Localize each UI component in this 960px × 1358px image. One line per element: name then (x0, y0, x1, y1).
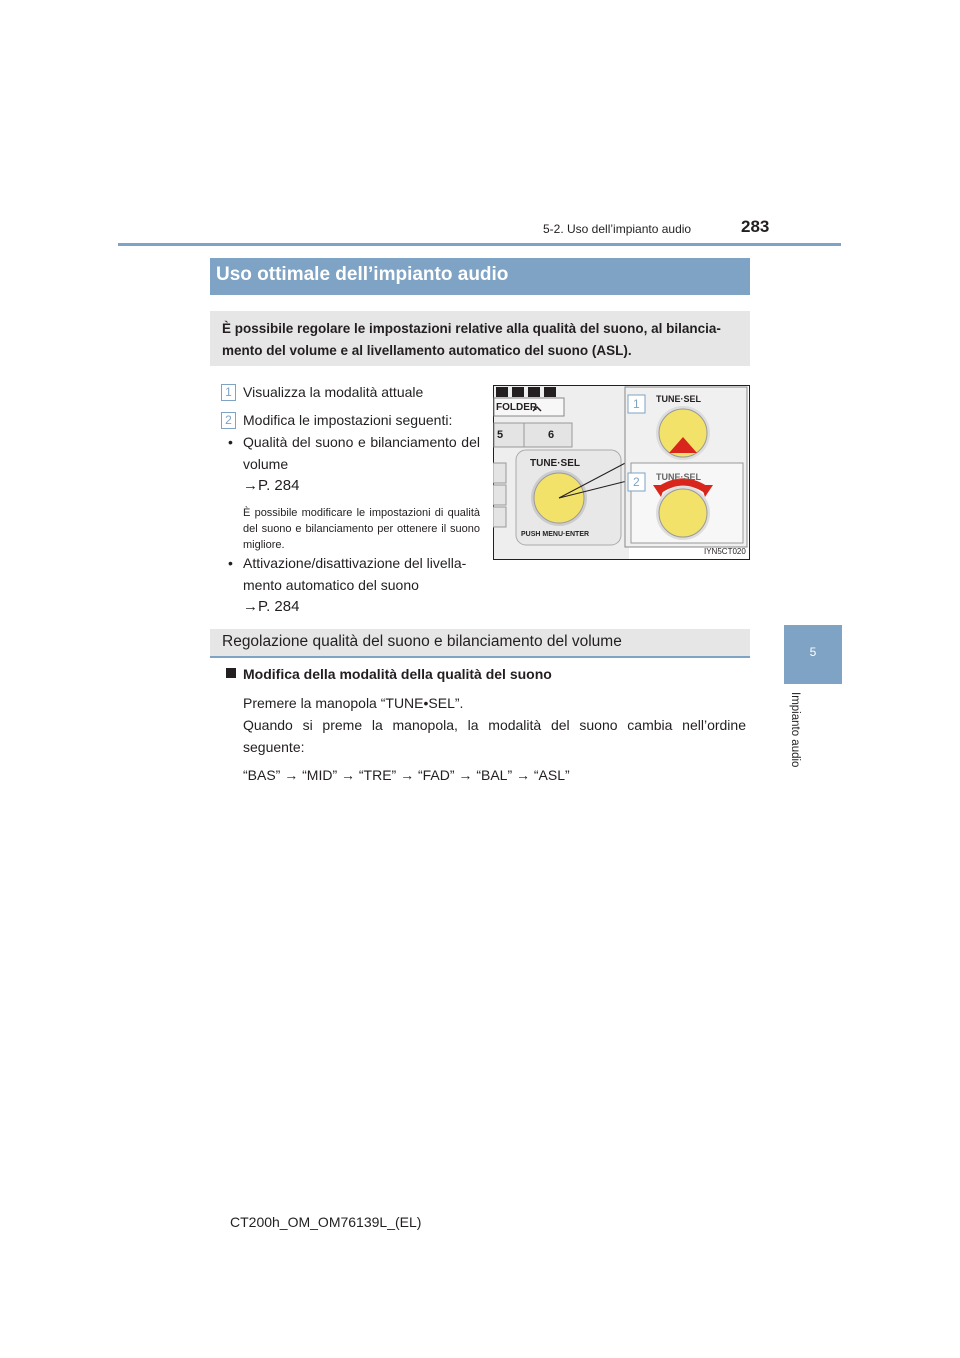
preset-key-6: 6 (548, 429, 555, 441)
item-text: Modifica le impostazioni seguenti: (243, 412, 453, 428)
knob-top-label: TUNE·SEL (656, 394, 701, 404)
header-rule (118, 243, 841, 246)
page-title-text: Uso ottimale dell’impianto audio (216, 264, 509, 285)
intro-text: È possibile regolare le impostazioni relative alla qualità del suono, al bilancia- mento del volume e al livellamento automatico del suono (ASL). (222, 321, 721, 358)
chapter-label-text: Impianto audio (789, 692, 801, 768)
footer-code: CT200h_OM_OM76139L_(EL) (230, 1214, 422, 1230)
chapter-label (788, 692, 802, 782)
item-number-badge: 2 (221, 412, 236, 429)
mode-text: Quando si preme la manopola, la modalità del suono cambia nell’ordine seguente: (243, 717, 746, 755)
chapter-number: 5 (809, 645, 817, 659)
intro-box (210, 311, 750, 366)
page-number: 283 (741, 217, 770, 236)
section-subheading-text: Regolazione qualità del suono e bilanciamento del volume (222, 633, 622, 650)
section-subheading (210, 629, 750, 658)
bullet-dot: • (228, 555, 233, 571)
preset-key-5: 5 (497, 429, 504, 441)
bullet-note: È possibile modificare le impostazioni di qualità del suono e bilanciamento per ottenere il suono migliore. (243, 507, 480, 551)
square-bullet-icon (226, 668, 236, 678)
bullet-text: Attivazione/disattivazione del livella- mento automatico del suono (243, 555, 467, 593)
bullet-text: Qualità del suono e bilanciamento del volume (243, 434, 480, 472)
header-section: 5-2. Uso dell’impianto audio (543, 222, 692, 236)
illustration-code: IYN5CT020 (704, 547, 746, 556)
callout-1: 1 (633, 397, 640, 411)
chapter-tab (784, 625, 842, 684)
page-reference: →P. 284 (243, 598, 300, 615)
page-title (210, 258, 750, 295)
folder-label: FOLDER (496, 402, 538, 413)
item-text: Visualizza la modalità attuale (243, 384, 424, 400)
knob-label: TUNE·SEL (530, 458, 580, 469)
callout-2: 2 (633, 475, 640, 489)
audio-control-illustration (493, 385, 750, 560)
mode-sequence: “BAS” → “MID” → “TRE” → “FAD” → “BAL” → “ASL” (243, 767, 570, 783)
push-label: PUSH MENU·ENTER (521, 531, 590, 538)
item-number-badge: 1 (221, 384, 236, 401)
mode-heading: Modifica della modalità della qualità del suono (243, 666, 552, 682)
page-reference: →P. 284 (243, 477, 300, 494)
bullet-dot: • (228, 434, 233, 450)
knob-bottom-label: TUNE·SEL (656, 472, 701, 482)
mode-text: Premere la manopola “TUNE•SEL”. (243, 695, 464, 711)
